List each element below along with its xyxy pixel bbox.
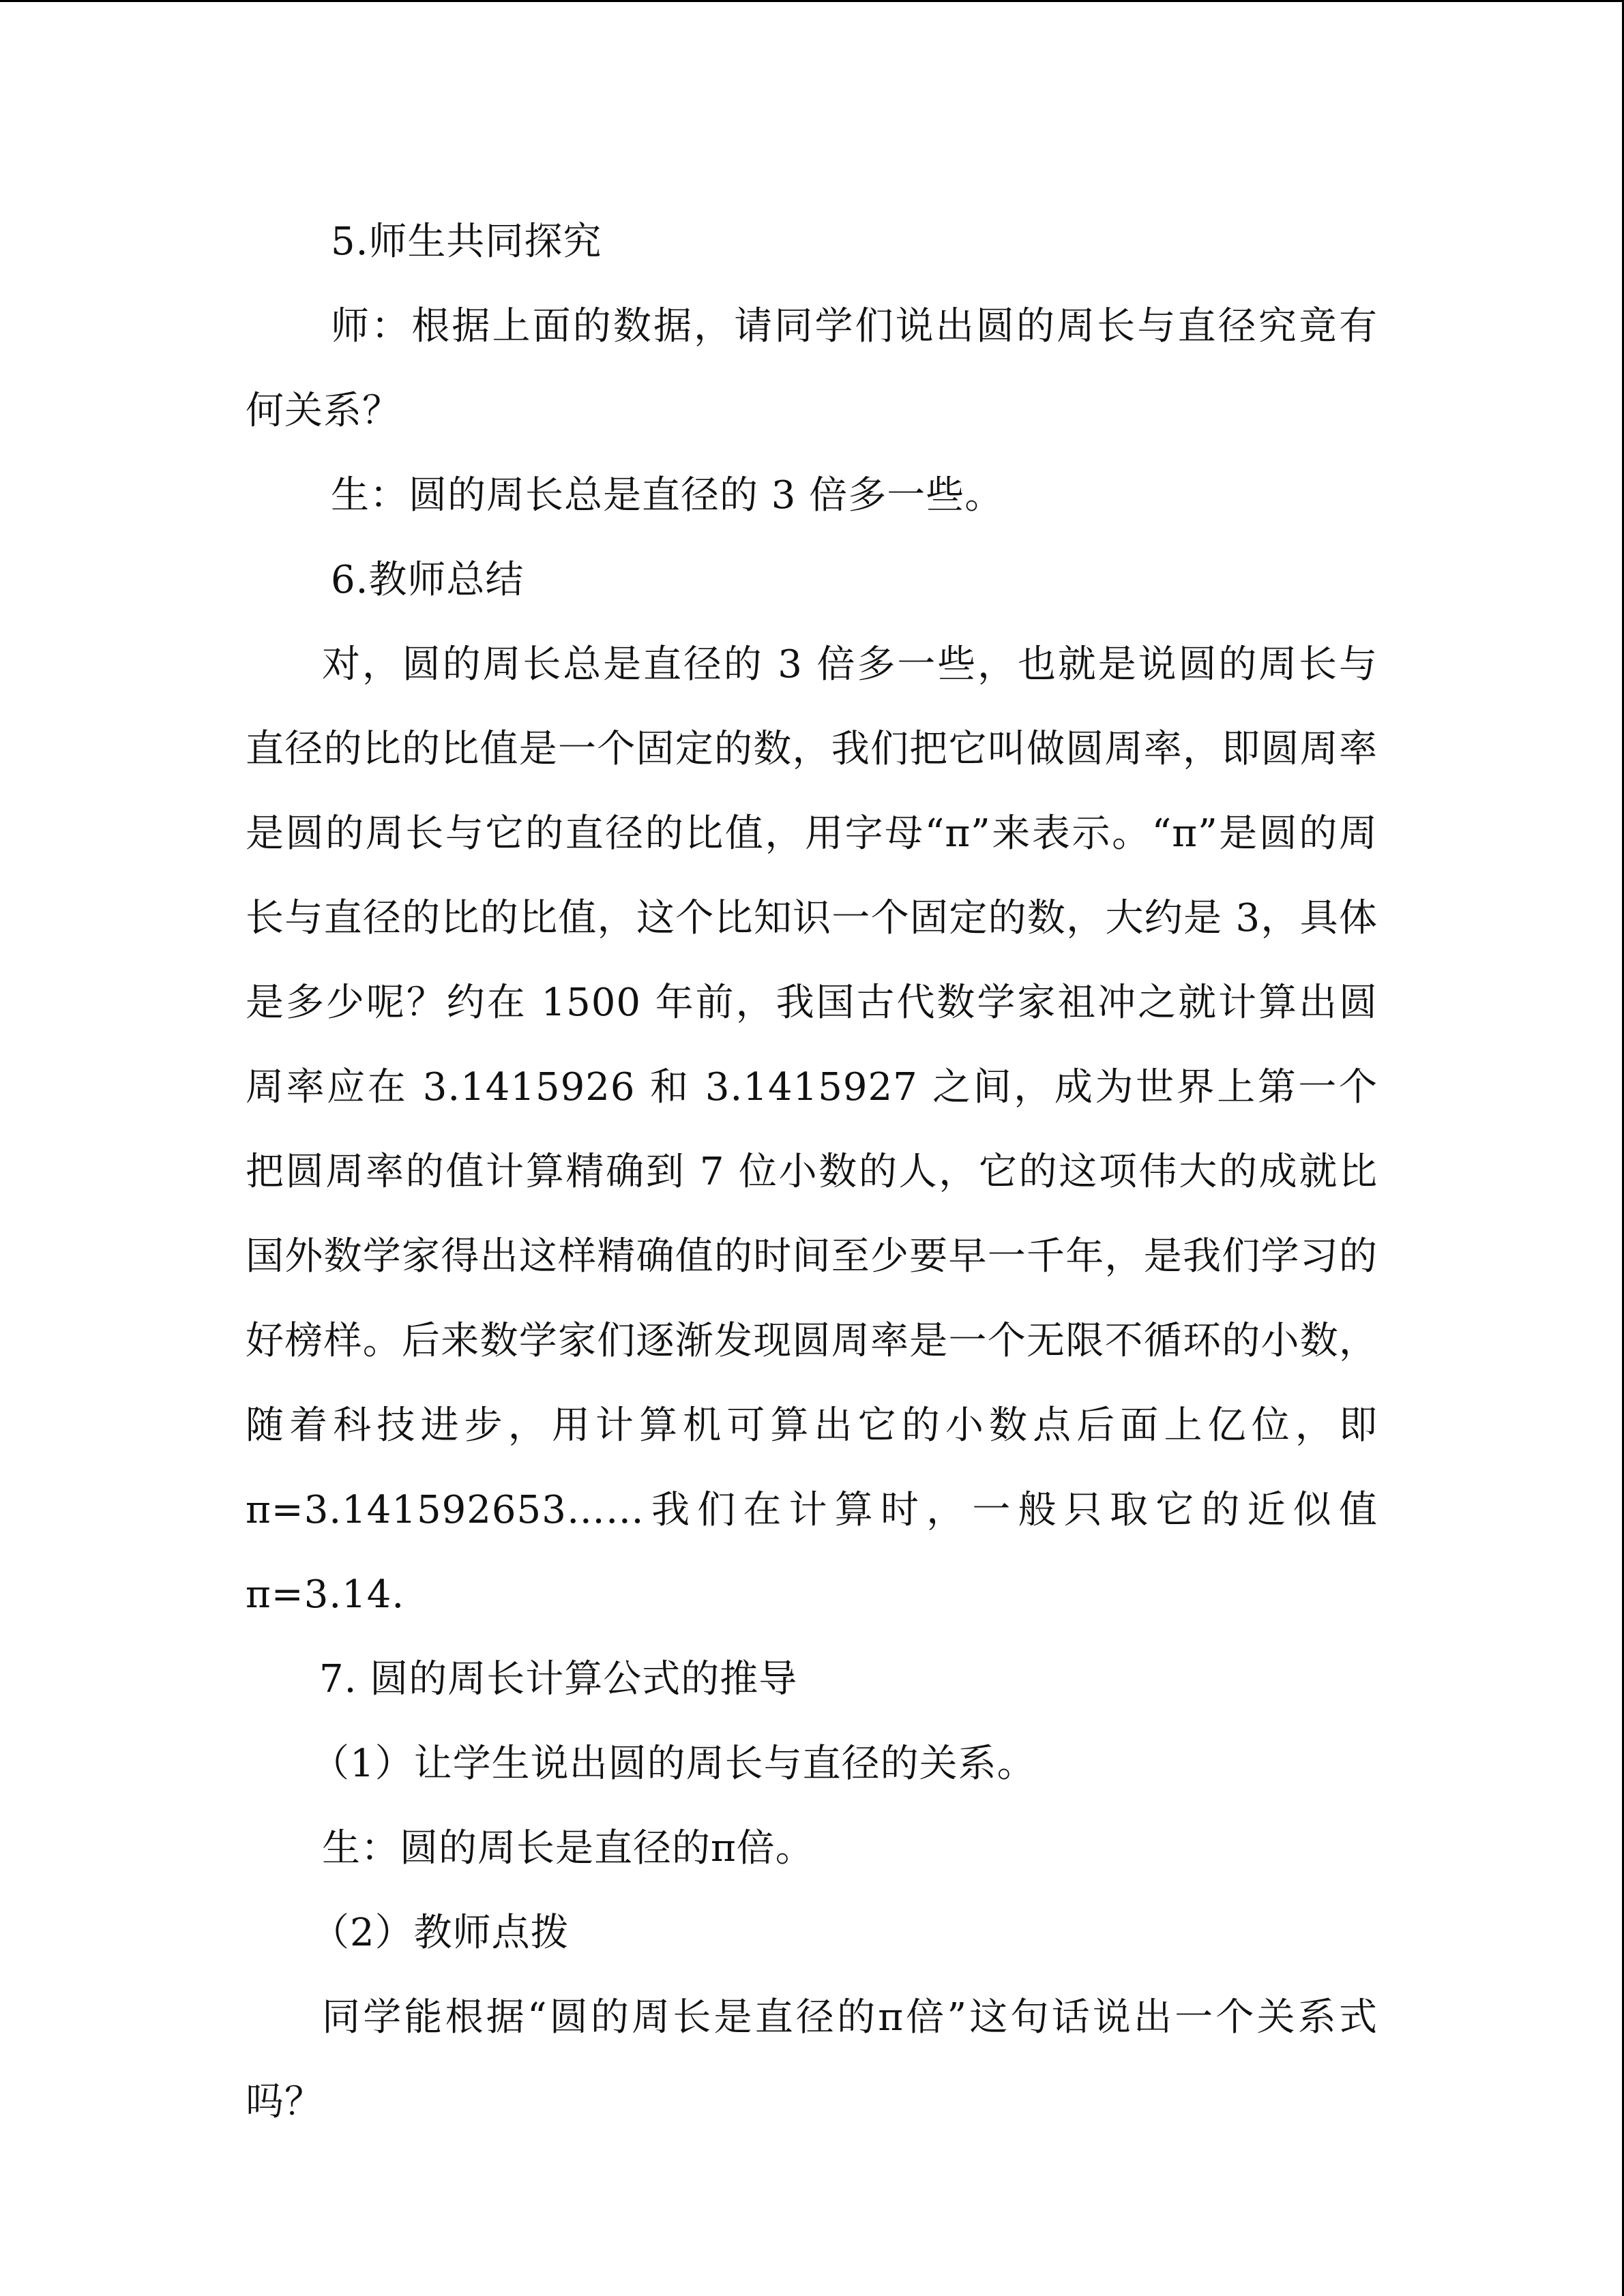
section-heading-6: 6.教师总结 [331, 558, 525, 602]
teacher-prompt-paragraph: 同学能根据“圆的周长是直径的π倍”这句话说出一个关系式吗？ [246, 1995, 1378, 2124]
step-1-paragraph: （1）让学生说出圆的周长与直径的关系。 [311, 1742, 1036, 1786]
teacher-question-paragraph: 师：根据上面的数据，请同学们说出圆的周长与直径究竟有何关系？ [246, 304, 1378, 433]
step-2-paragraph: （2）教师点拨 [311, 1911, 570, 1955]
student-answer-2-paragraph: 生：圆的周长是直径的π倍。 [322, 1826, 814, 1870]
document-body [246, 200, 1378, 2145]
section-heading-5: 5.师生共同探究 [331, 220, 602, 264]
section-heading-7: 7. 圆的周长计算公式的推导 [319, 1657, 798, 1701]
summary-paragraph: 对，圆的周长总是直径的 3 倍多一些，也就是说圆的周长与直径的比的比值是一个固定的数，我们把它叫做圆周率，即圆周率是圆的周长与它的直径的比值，用字母“π”来表示。“π”是圆的周长与直径的比的比值，这个比知识一个固定的数，大约是 3，具体是多少呢？约在 1500 年前，我国古代数学家祖冲之就计算出圆周率应在 3.1415926 和 3.1415927 之间，成为世界上第一个把圆周率的值计算精确到 7 位小数的人，它的这项伟大的成就比国外数学家得出这样精确值的时间至少要早一千年，是我们学习的好榜样。后来数学家们逐渐发现圆周率是一个无限不循环的小数，随着科技进步，用计算机可算出它的小数点后面上亿位，即π=3.141592653……我们在计算时，一般只取它的近似值π=3.14. [246, 642, 1378, 1617]
student-answer-paragraph: 生：圆的周长总是直径的 3 倍多一些。 [331, 473, 1004, 518]
